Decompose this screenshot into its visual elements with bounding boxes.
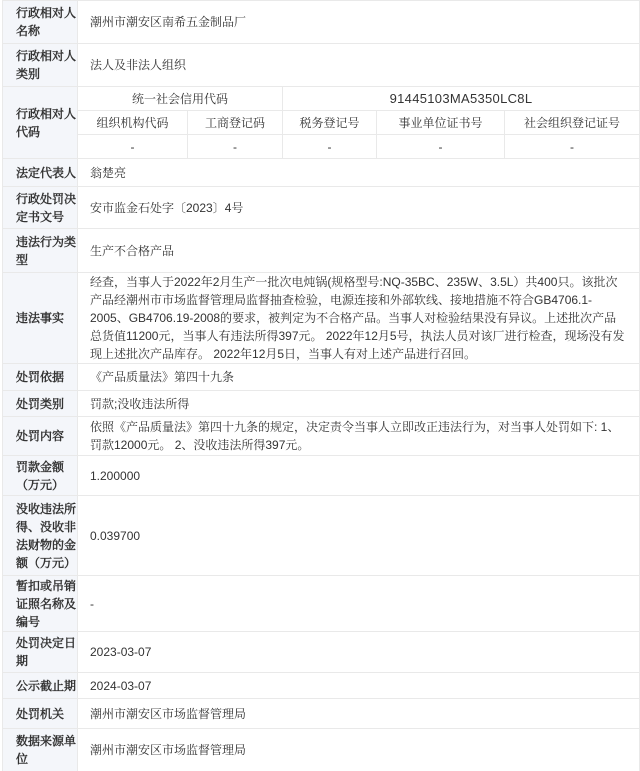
value-party-name: 潮州市潮安区南希五金制品厂 <box>78 1 639 43</box>
row-legal-representative <box>3 159 639 187</box>
label-data-source-unit: 数据来源单位 <box>3 729 78 771</box>
header-tax-reg: 税务登记号 <box>283 111 377 134</box>
label-party-type: 行政相对人类别 <box>3 44 78 86</box>
value-org-code: - <box>78 135 188 158</box>
value-penalty-authority: 潮州市潮安区市场监督管理局 <box>78 699 639 728</box>
value-party-type: 法人及非法人组织 <box>78 44 639 86</box>
label-penalty-content: 处罚内容 <box>3 417 78 455</box>
credit-code-value: 91445103MA5350LC8L <box>283 87 639 110</box>
label-penalty-authority: 处罚机关 <box>3 699 78 728</box>
label-violation-facts: 违法事实 <box>3 273 78 363</box>
row-violation-facts <box>3 273 639 364</box>
label-penalty-basis: 处罚依据 <box>3 364 78 390</box>
header-social-org-reg: 社会组织登记证号 <box>505 111 639 134</box>
row-party-type <box>3 44 639 87</box>
row-confiscation-amount <box>3 496 639 576</box>
value-social-org-reg: - <box>505 135 639 158</box>
label-violation-type: 违法行为类型 <box>3 229 78 272</box>
label-decision-doc-number: 行政处罚决定书文号 <box>3 187 78 228</box>
row-decision-doc-number <box>3 187 639 229</box>
value-publicity-deadline: 2024-03-07 <box>78 673 639 698</box>
value-license-revocation: - <box>78 576 639 631</box>
label-party-codes: 行政相对人代码 <box>3 87 78 158</box>
value-data-source-unit: 潮州市潮安区市场监督管理局 <box>78 729 639 771</box>
row-license-revocation <box>3 576 639 632</box>
value-institution-cert: - <box>377 135 505 158</box>
value-decision-doc-number: 安市监金石处字〔2023〕4号 <box>78 187 639 228</box>
credit-code-row <box>78 87 639 111</box>
credit-code-label: 统一社会信用代码 <box>78 87 283 110</box>
header-org-code: 组织机构代码 <box>78 111 188 134</box>
header-institution-cert: 事业单位证书号 <box>377 111 505 134</box>
label-decision-date: 处罚决定日期 <box>3 632 78 672</box>
penalty-info-table <box>2 0 640 771</box>
header-business-reg: 工商登记码 <box>188 111 283 134</box>
label-party-name: 行政相对人名称 <box>3 1 78 43</box>
value-business-reg: - <box>188 135 283 158</box>
label-fine-amount: 罚款金额（万元） <box>3 456 78 495</box>
value-confiscation-amount: 0.039700 <box>78 496 639 575</box>
row-penalty-basis <box>3 364 639 391</box>
value-penalty-basis: 《产品质量法》第四十九条 <box>78 364 639 390</box>
row-party-name <box>3 1 639 44</box>
label-legal-representative: 法定代表人 <box>3 159 78 186</box>
row-publicity-deadline <box>3 673 639 699</box>
row-penalty-content <box>3 417 639 456</box>
party-codes-subtable <box>78 87 639 158</box>
label-publicity-deadline: 公示截止期 <box>3 673 78 698</box>
value-penalty-content: 依照《产品质量法》第四十九条的规定，决定责令当事人立即改正违法行为，对当事人处罚如下: 1、罚款12000元。 2、没收违法所得397元。 <box>78 417 639 455</box>
value-penalty-category: 罚款;没收违法所得 <box>78 391 639 416</box>
value-tax-reg: - <box>283 135 377 158</box>
code-values-row <box>78 135 639 158</box>
value-violation-facts: 经查，当事人于2022年2月生产一批次电炖锅(规格型号:NQ-35BC、235W、3.5L）共400只。该批次产品经潮州市市场监督管理局监督抽查检验，电源连接和外部软线、接地措施不符合GB4706.1-2005、GB4706.19-2008的要求，被判定为不合格产品。当事人对检验结果没有异议。上述批次产品总货值11200元，当事人有违法所得397元。 2022年12月5号，执法人员对该厂进行检查，现场没有发现上述批次产品库存。 2022年12月5日，当事人有对上述产品进行召回。 <box>78 273 639 363</box>
row-penalty-authority <box>3 699 639 729</box>
code-headers-row <box>78 111 639 135</box>
row-party-codes <box>3 87 639 159</box>
label-penalty-category: 处罚类别 <box>3 391 78 416</box>
row-penalty-category <box>3 391 639 417</box>
value-violation-type: 生产不合格产品 <box>78 229 639 272</box>
row-decision-date <box>3 632 639 673</box>
value-decision-date: 2023-03-07 <box>78 632 639 672</box>
value-legal-representative: 翁楚亮 <box>78 159 639 186</box>
row-fine-amount <box>3 456 639 496</box>
label-confiscation-amount: 没收违法所得、没收非法财物的金额（万元） <box>3 496 78 575</box>
value-fine-amount: 1.200000 <box>78 456 639 495</box>
label-license-revocation: 暂扣或吊销证照名称及编号 <box>3 576 78 631</box>
row-data-source-unit <box>3 729 639 771</box>
row-violation-type <box>3 229 639 273</box>
